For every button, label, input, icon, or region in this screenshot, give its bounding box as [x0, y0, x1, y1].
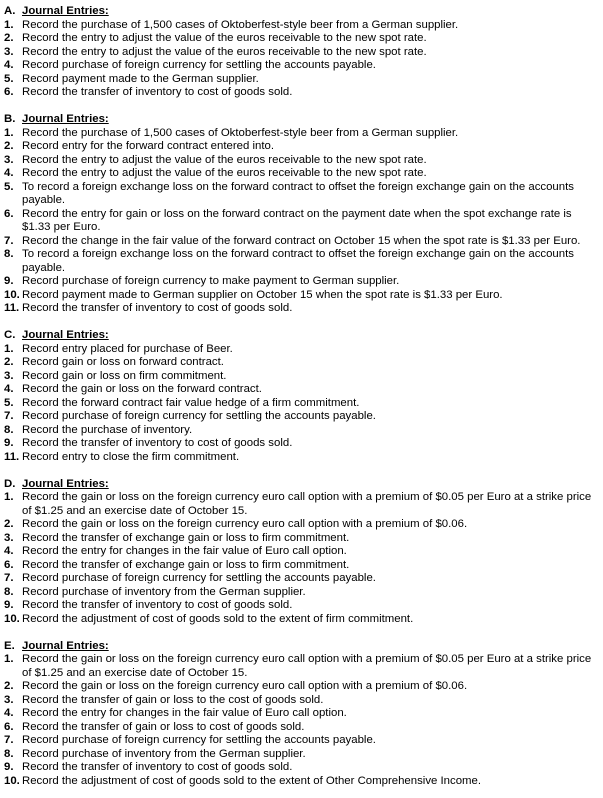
entry-number: 3.	[4, 693, 14, 706]
entry-text: Record the transfer of inventory to cost of goods sold.	[22, 599, 293, 611]
entry-text: Record purchase of foreign currency for settling the accounts payable.	[22, 59, 376, 71]
entry-number: 9.	[4, 275, 14, 287]
journal-entry	[4, 397, 599, 411]
journal-entry	[4, 167, 599, 181]
journal-entry	[4, 343, 599, 357]
entry-text: Record purchase of foreign currency for settling the accounts payable.	[22, 734, 376, 746]
journal-entry	[4, 208, 599, 235]
journal-entry	[4, 86, 599, 100]
entry-text: Record entry to close the firm commitment.	[22, 450, 240, 463]
journal-entry	[4, 59, 599, 73]
entry-text: Record the gain or loss on the forward contract.	[22, 383, 262, 395]
section-heading	[4, 5, 599, 19]
journal-entry	[4, 680, 599, 694]
entry-number: 10.	[4, 774, 20, 787]
entry-number: 1.	[4, 18, 14, 31]
journal-entry	[4, 73, 599, 87]
entry-number: 2.	[4, 32, 14, 44]
journal-entry	[4, 437, 599, 451]
entry-number: 6.	[4, 558, 14, 571]
entry-text: Record the transfer of inventory to cost of goods sold.	[22, 761, 293, 773]
journal-entry	[4, 140, 599, 154]
entry-number: 11.	[4, 302, 20, 314]
journal-entry	[4, 599, 599, 613]
entry-number: 9.	[4, 761, 14, 773]
entry-number: 2.	[4, 140, 14, 152]
journal-entry	[4, 32, 599, 46]
entry-text: Record the transfer of gain or loss to the cost of goods sold.	[22, 693, 324, 706]
entry-number: 3.	[4, 531, 14, 544]
journal-entry	[4, 289, 599, 303]
journal-entry	[4, 721, 599, 735]
entry-text: Record the transfer of inventory to cost of goods sold.	[22, 86, 293, 98]
entry-number: 9.	[4, 599, 14, 611]
entry-text: Record the gain or loss on the foreign currency euro call option with a premium of $0.06.	[22, 518, 468, 530]
entry-text: Record the entry to adjust the value of the euros receivable to the new spot rate.	[22, 45, 427, 58]
journal-entry	[4, 572, 599, 586]
journal-entry	[4, 586, 599, 600]
entry-text: Record the transfer of inventory to cost of goods sold.	[22, 437, 293, 449]
section-letter: D.	[4, 477, 16, 490]
entry-text: Record payment made to the German supplier.	[22, 72, 259, 85]
entry-text: Record the transfer of exchange gain or loss to firm commitment.	[22, 531, 350, 544]
journal-entry	[4, 518, 599, 532]
entry-text: Record the purchase of 1,500 cases of Oktoberfest-style beer from a German supplier.	[22, 126, 459, 139]
section-letter: A.	[4, 5, 16, 17]
entry-text: Record entry placed for purchase of Beer.	[22, 342, 233, 355]
section-letter: B.	[4, 113, 16, 125]
section-title: Journal Entries:	[22, 477, 109, 490]
journal-entry	[4, 248, 599, 275]
entry-text: Record the gain or loss on the foreign currency euro call option with a premium of $0.06.	[22, 680, 468, 692]
entry-text: Record the entry for changes in the fair value of Euro call option.	[22, 707, 347, 719]
entry-number: 4.	[4, 167, 14, 179]
journal-entry	[4, 410, 599, 424]
entry-text: Record the entry for gain or loss on the forward contract on the payment date when the spot exchange rate is $1.33 per Euro.	[22, 207, 572, 233]
entry-number: 8.	[4, 423, 14, 436]
section-e	[4, 640, 599, 789]
entry-text: Record the transfer of inventory to cost of goods sold.	[22, 302, 293, 314]
entry-number: 4.	[4, 59, 14, 71]
entry-text: Record the transfer of gain or loss to cost of goods sold.	[22, 720, 305, 733]
journal-entry	[4, 748, 599, 762]
entry-text: Record purchase of foreign currency for settling the accounts payable.	[22, 572, 376, 584]
section-a	[4, 5, 599, 100]
entry-number: 1.	[4, 126, 14, 139]
entry-number: 11.	[4, 450, 20, 463]
entry-text: To record a foreign exchange loss on the forward contract to offset the foreign exchange gain on the accounts payable.	[22, 248, 574, 274]
entry-number: 6.	[4, 207, 14, 220]
journal-entry	[4, 491, 599, 518]
entry-text: Record purchase of inventory from the German supplier.	[22, 747, 306, 760]
entry-number: 7.	[4, 734, 14, 746]
entry-text: Record purchase of foreign currency for settling the accounts payable.	[22, 410, 376, 422]
journal-entry	[4, 559, 599, 573]
section-letter: C.	[4, 329, 16, 341]
entry-number: 5.	[4, 396, 14, 409]
journal-entry	[4, 370, 599, 384]
entry-number: 3.	[4, 45, 14, 58]
entry-text: Record the gain or loss on the foreign currency euro call option with a premium of $0.05 per Euro at a strike price of $1.25 and an exercise date of October 15.	[22, 491, 592, 517]
section-title: Journal Entries:	[22, 5, 109, 17]
entry-number: 4.	[4, 383, 14, 395]
journal-entry	[4, 275, 599, 289]
entry-number: 8.	[4, 248, 14, 260]
journal-entry	[4, 694, 599, 708]
section-heading	[4, 113, 599, 127]
journal-entry	[4, 19, 599, 33]
entry-text: Record the gain or loss on the foreign currency euro call option with a premium of $0.05 per Euro at a strike price of $1.25 and an exercise date of October 15.	[22, 653, 592, 679]
entry-number: 4.	[4, 707, 14, 719]
journal-entry	[4, 46, 599, 60]
section-letter: E.	[4, 639, 15, 652]
entry-text: Record gain or loss on firm commitment.	[22, 369, 227, 382]
entry-text: Record the transfer of exchange gain or loss to firm commitment.	[22, 558, 350, 571]
journal-entry	[4, 653, 599, 680]
entry-text: Record the forward contract fair value hedge of a firm commitment.	[22, 396, 360, 409]
entry-number: 5.	[4, 180, 14, 193]
section-d	[4, 478, 599, 627]
entry-text: Record the entry to adjust the value of the euros receivable to the new spot rate.	[22, 32, 427, 44]
journal-entry	[4, 734, 599, 748]
section-title: Journal Entries:	[22, 329, 109, 341]
entry-number: 10.	[4, 288, 20, 301]
entry-text: Record entry for the forward contract entered into.	[22, 140, 274, 152]
entry-number: 10.	[4, 612, 20, 625]
entry-number: 7.	[4, 410, 14, 422]
journal-entry	[4, 545, 599, 559]
entry-text: Record the change in the fair value of the forward contract on October 15 when the spot rate is $1.33 per Euro.	[22, 234, 581, 247]
entry-number: 4.	[4, 545, 14, 557]
entry-number: 2.	[4, 356, 14, 368]
entry-number: 6.	[4, 720, 14, 733]
entry-number: 5.	[4, 72, 14, 85]
journal-entry	[4, 235, 599, 249]
journal-entry	[4, 127, 599, 141]
journal-entry	[4, 356, 599, 370]
section-title: Journal Entries:	[22, 639, 109, 652]
entry-number: 3.	[4, 369, 14, 382]
entry-text: Record the entry for changes in the fair value of Euro call option.	[22, 545, 347, 557]
section-b	[4, 113, 599, 316]
journal-entry	[4, 424, 599, 438]
journal-entry	[4, 302, 599, 316]
section-c	[4, 329, 599, 464]
entry-number: 1.	[4, 342, 14, 355]
entry-text: Record the entry to adjust the value of the euros receivable to the new spot rate.	[22, 153, 427, 166]
journal-entry	[4, 775, 599, 789]
entry-number: 7.	[4, 572, 14, 584]
section-heading	[4, 640, 599, 654]
entry-number: 6.	[4, 86, 14, 98]
entry-text: Record gain or loss on forward contract.	[22, 356, 224, 368]
entry-number: 2.	[4, 518, 14, 530]
section-heading	[4, 478, 599, 492]
entry-number: 9.	[4, 437, 14, 449]
entry-number: 1.	[4, 491, 14, 503]
entry-text: Record the purchase of 1,500 cases of Oktoberfest-style beer from a German supplier.	[22, 18, 459, 31]
entry-number: 8.	[4, 747, 14, 760]
entry-number: 3.	[4, 153, 14, 166]
journal-entry	[4, 761, 599, 775]
entry-number: 1.	[4, 653, 14, 665]
entry-number: 8.	[4, 585, 14, 598]
entry-text: Record the purchase of inventory.	[22, 423, 193, 436]
entry-text: Record purchase of inventory from the German supplier.	[22, 585, 306, 598]
entry-text: Record the adjustment of cost of goods sold to the extent of firm commitment.	[22, 612, 414, 625]
section-heading	[4, 329, 599, 343]
section-title: Journal Entries:	[22, 113, 109, 125]
entry-number: 2.	[4, 680, 14, 692]
journal-entry	[4, 383, 599, 397]
entry-text: Record the entry to adjust the value of the euros receivable to the new spot rate.	[22, 167, 427, 179]
entry-text: To record a foreign exchange loss on the forward contract to offset the foreign exchange gain on the accounts payable.	[22, 180, 574, 206]
entry-number: 7.	[4, 234, 14, 247]
entry-text: Record the adjustment of cost of goods sold to the extent of Other Comprehensive Income.	[22, 774, 482, 787]
journal-entry	[4, 181, 599, 208]
entry-text: Record payment made to German supplier on October 15 when the spot rate is $1.33 per Euro.	[22, 288, 503, 301]
journal-entry	[4, 707, 599, 721]
journal-entry	[4, 451, 599, 465]
journal-entry	[4, 532, 599, 546]
entry-text: Record purchase of foreign currency to make payment to German supplier.	[22, 275, 400, 287]
journal-entry	[4, 154, 599, 168]
journal-entry	[4, 613, 599, 627]
